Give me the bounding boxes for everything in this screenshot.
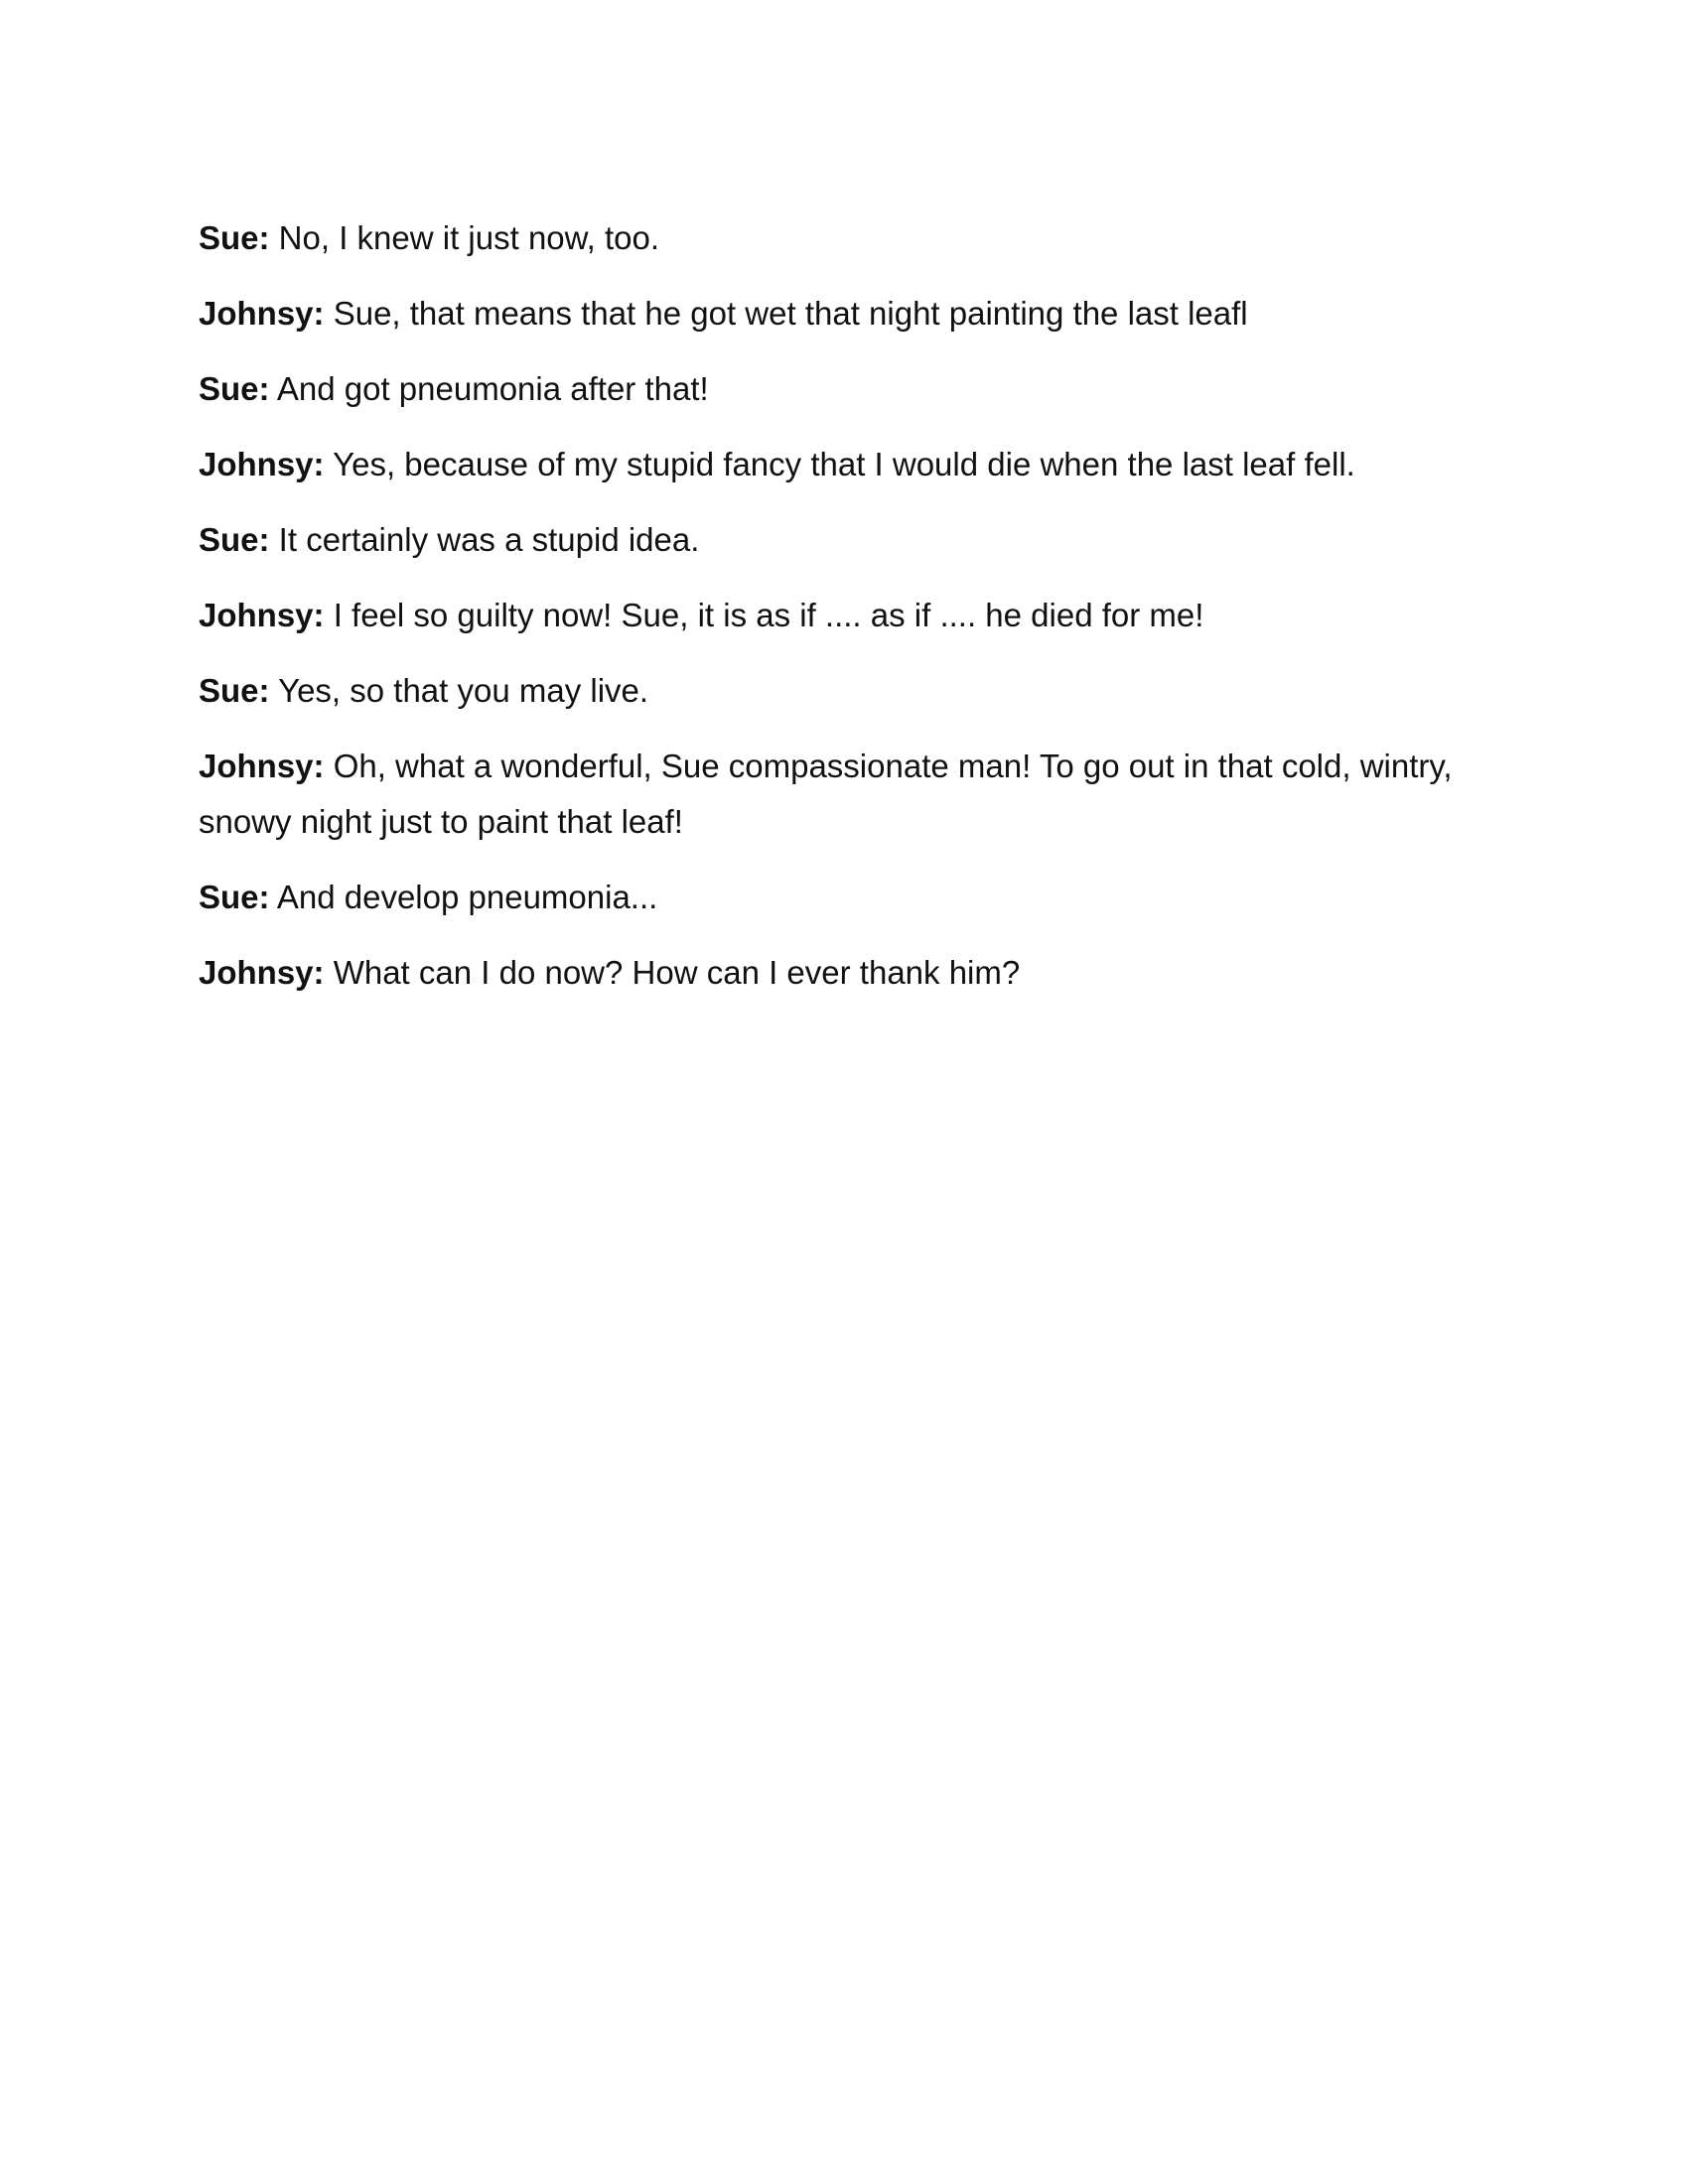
speaker-label: Sue: <box>199 672 270 709</box>
dialogue-line <box>199 437 1489 492</box>
speaker-label: Sue: <box>199 219 270 256</box>
dialogue-line <box>199 512 1489 568</box>
dialogue-block <box>199 210 1489 1021</box>
speaker-label: Johnsy: <box>199 748 325 784</box>
speaker-label: Sue: <box>199 521 270 558</box>
line-text: Sue, that means that he got wet that night painting the last leafl <box>324 295 1248 332</box>
line-text: What can I do now? How can I ever thank him? <box>324 954 1021 991</box>
speaker-label: Johnsy: <box>199 446 325 482</box>
speaker-label: Johnsy: <box>199 597 325 633</box>
line-text: Oh, what a wonderful, Sue compassionate man! To go out in that cold, wintry, snowy night just to paint that leaf! <box>199 748 1453 840</box>
line-text: And develop pneumonia... <box>269 879 658 915</box>
dialogue-line <box>199 588 1489 643</box>
dialogue-line <box>199 663 1489 719</box>
speaker-label: Sue: <box>199 879 270 915</box>
line-text: It certainly was a stupid idea. <box>269 521 700 558</box>
line-text: Yes, because of my stupid fancy that I would die when the last leaf fell. <box>324 446 1355 482</box>
line-text: And got pneumonia after that! <box>269 370 709 407</box>
dialogue-line <box>199 739 1489 850</box>
speaker-label: Sue: <box>199 370 270 407</box>
dialogue-line <box>199 870 1489 925</box>
dialogue-line <box>199 361 1489 417</box>
dialogue-line <box>199 945 1489 1001</box>
line-text: No, I knew it just now, too. <box>269 219 660 256</box>
dialogue-line <box>199 210 1489 266</box>
line-text: I feel so guilty now! Sue, it is as if .... as if .... he died for me! <box>324 597 1204 633</box>
line-text: Yes, so that you may live. <box>269 672 649 709</box>
speaker-label: Johnsy: <box>199 295 325 332</box>
speaker-label: Johnsy: <box>199 954 325 991</box>
dialogue-line <box>199 286 1489 341</box>
